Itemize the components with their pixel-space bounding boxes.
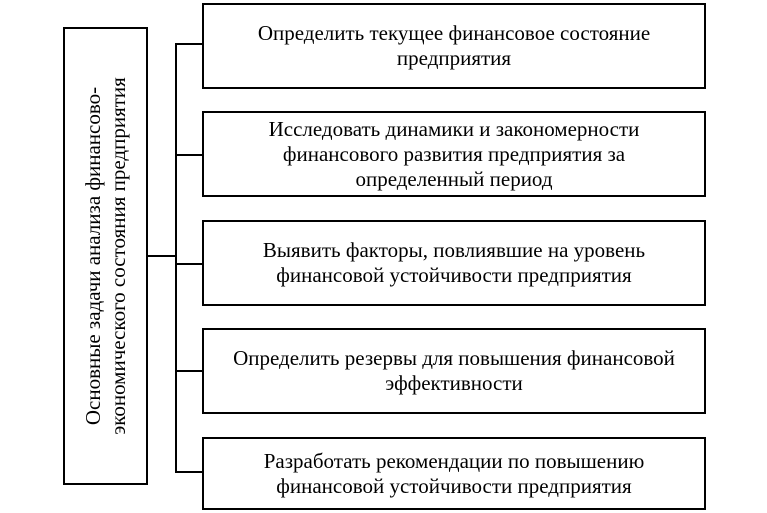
- task-box-5: [202, 437, 706, 510]
- connector-main-to-spine: [148, 255, 176, 257]
- main-topic-line-1: Основные задачи анализа финансово-: [80, 86, 105, 426]
- task-label-3: Выявить факторы, повлиявшие на уровень финансовой устойчивости предприятия: [262, 238, 646, 287]
- main-topic-box: [63, 27, 148, 485]
- main-topic-text: [81, 77, 131, 435]
- task-box-4: [202, 328, 706, 414]
- task-label-4: Определить резервы для повышения финансовой эффективности: [233, 346, 675, 395]
- task-label-1: Определить текущее финансовое состояние предприятия: [257, 21, 651, 70]
- task-label-5: Разработать рекомендации по повышению финансовой устойчивости предприятия: [263, 448, 645, 498]
- task-box-1: [202, 3, 706, 89]
- connector-spine: [175, 43, 177, 473]
- connector-branch-2: [175, 154, 202, 156]
- connector-branch-4: [175, 370, 202, 372]
- connector-branch-3: [175, 263, 202, 265]
- task-box-2: [202, 111, 706, 197]
- connector-branch-1: [175, 43, 202, 45]
- task-box-3: [202, 220, 706, 306]
- task-label-2: Исследовать динамики и закономерности финансового развития предприятия за определенный период: [268, 116, 640, 191]
- main-topic-line-2: экономического состояния предприятия: [105, 77, 130, 435]
- connector-branch-5: [175, 471, 202, 473]
